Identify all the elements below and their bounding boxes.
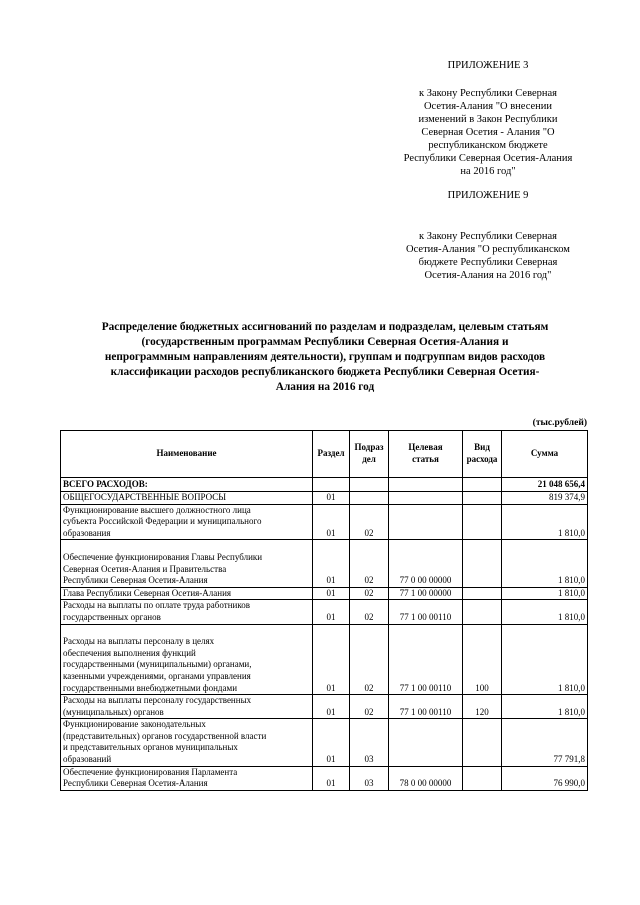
row-article: 77 1 00 00110 [389, 600, 463, 624]
budget-table [60, 430, 588, 791]
row-subsection: 03 [350, 719, 389, 766]
row-section: 01 [313, 540, 350, 587]
row-kind [463, 492, 502, 505]
row-kind [463, 766, 502, 790]
row-subsection: 02 [350, 587, 389, 600]
row-section: 01 [313, 766, 350, 790]
header-subsection: Подраз дел [350, 431, 389, 478]
table-row [61, 600, 588, 624]
row-subsection: 02 [350, 624, 389, 695]
row-amount: 1 810,0 [502, 587, 588, 600]
row-kind [463, 540, 502, 587]
header-section: Раздел [313, 431, 350, 478]
annex-9-block [388, 176, 588, 295]
row-article: 77 1 00 00110 [389, 624, 463, 695]
row-kind [463, 587, 502, 600]
row-kind [463, 504, 502, 540]
row-article [389, 719, 463, 766]
table-row [61, 587, 588, 600]
row-amount: 1 810,0 [502, 504, 588, 540]
header-name: Наименование [61, 431, 313, 478]
row-kind: 120 [463, 695, 502, 719]
row-article: 78 0 00 00000 [389, 766, 463, 790]
header-amount: Сумма [502, 431, 588, 478]
total-row [61, 478, 588, 492]
row-article [389, 492, 463, 505]
row-section: 01 [313, 695, 350, 719]
row-article: 77 1 00 00000 [389, 587, 463, 600]
row-amount: 1 810,0 [502, 695, 588, 719]
row-name: Расходы на выплаты по оплате труда работников государственных органов [61, 600, 313, 624]
row-amount: 77 791,8 [502, 719, 588, 766]
row-name: ОБЩЕГОСУДАРСТВЕННЫЕ ВОПРОСЫ [61, 492, 313, 505]
row-name: Расходы на выплаты персоналу в целях обеспечения выполнения функций государственными (муниципальными) органами, казенными учреждениями, органами управления государственными внебюджетными фондами [61, 624, 313, 695]
row-article [389, 504, 463, 540]
row-article: 77 0 00 00000 [389, 540, 463, 587]
row-kind [463, 600, 502, 624]
document-title: Распределение бюджетных ассигнований по разделам и подразделам, целевым статьям (государственным программам Республики Северная Осетия-Алания и непрограммным направлениям деятельности), группам и подгруппам видов расходов классификации расходов республиканского бюджета Республики Северная Осетия- Алания на 2016 год [101, 321, 549, 393]
row-name: Функционирование законодательных (представительных) органов государственной власти и представительных органов муниципальных образований [61, 719, 313, 766]
row-amount: 1 810,0 [502, 624, 588, 695]
annex-9-text: к Закону Республики Северная Осетия-Алания "О республиканском бюджете Республики Северная Осетия-Алания на 2016 год" [406, 231, 570, 281]
units-label: (тыс.рублей) [532, 418, 587, 428]
row-kind: 100 [463, 624, 502, 695]
row-section: 01 [313, 587, 350, 600]
annex-9-title: ПРИЛОЖЕНИЕ 9 [447, 190, 529, 201]
row-section: 01 [313, 624, 350, 695]
row-name: Обеспечение функционирования Парламента Республики Северная Осетия-Алания [61, 766, 313, 790]
table-row [61, 504, 588, 540]
row-subsection: 03 [350, 766, 389, 790]
table-row [61, 492, 588, 505]
row-section: 01 [313, 719, 350, 766]
total-label: ВСЕГО РАСХОДОВ: [61, 478, 313, 492]
header-expense-kind: Вид расхода [463, 431, 502, 478]
row-amount: 819 374,9 [502, 492, 588, 505]
table-row [61, 695, 588, 719]
row-kind [463, 719, 502, 766]
row-name: Функционирование высшего должностного лица субъекта Российской Федерации и муниципального образования [61, 504, 313, 540]
row-amount: 76 990,0 [502, 766, 588, 790]
row-subsection: 02 [350, 695, 389, 719]
table-header-row [61, 431, 588, 478]
row-section: 01 [313, 492, 350, 505]
table-row [61, 719, 588, 766]
row-name: Обеспечение функционирования Главы Республики Северная Осетия-Алания и Правительства Республики Северная Осетия-Алания [61, 540, 313, 587]
header-target-article: Целевая статья [389, 431, 463, 478]
annex-3-block [388, 46, 588, 191]
total-amount: 21 048 656,4 [502, 478, 588, 492]
table-row [61, 624, 588, 695]
row-subsection: 02 [350, 504, 389, 540]
row-section: 01 [313, 504, 350, 540]
row-amount: 1 810,0 [502, 540, 588, 587]
row-section: 01 [313, 600, 350, 624]
table-row [61, 766, 588, 790]
annex-3-text: к Закону Республики Северная Осетия-Алания "О внесении изменений в Закон Республики Северная Осетия - Алания "О республиканском бюджете Республики Северная Осетия-Алания на 2016 год" [403, 88, 573, 177]
row-subsection: 02 [350, 540, 389, 587]
row-name: Расходы на выплаты персоналу государственных (муниципальных) органов [61, 695, 313, 719]
row-subsection [350, 492, 389, 505]
row-name: Глава Республики Северная Осетия-Алания [61, 587, 313, 600]
row-amount: 1 810,0 [502, 600, 588, 624]
row-article: 77 1 00 00110 [389, 695, 463, 719]
annex-3-title: ПРИЛОЖЕНИЕ 3 [447, 60, 529, 71]
row-subsection: 02 [350, 600, 389, 624]
table-row [61, 540, 588, 587]
